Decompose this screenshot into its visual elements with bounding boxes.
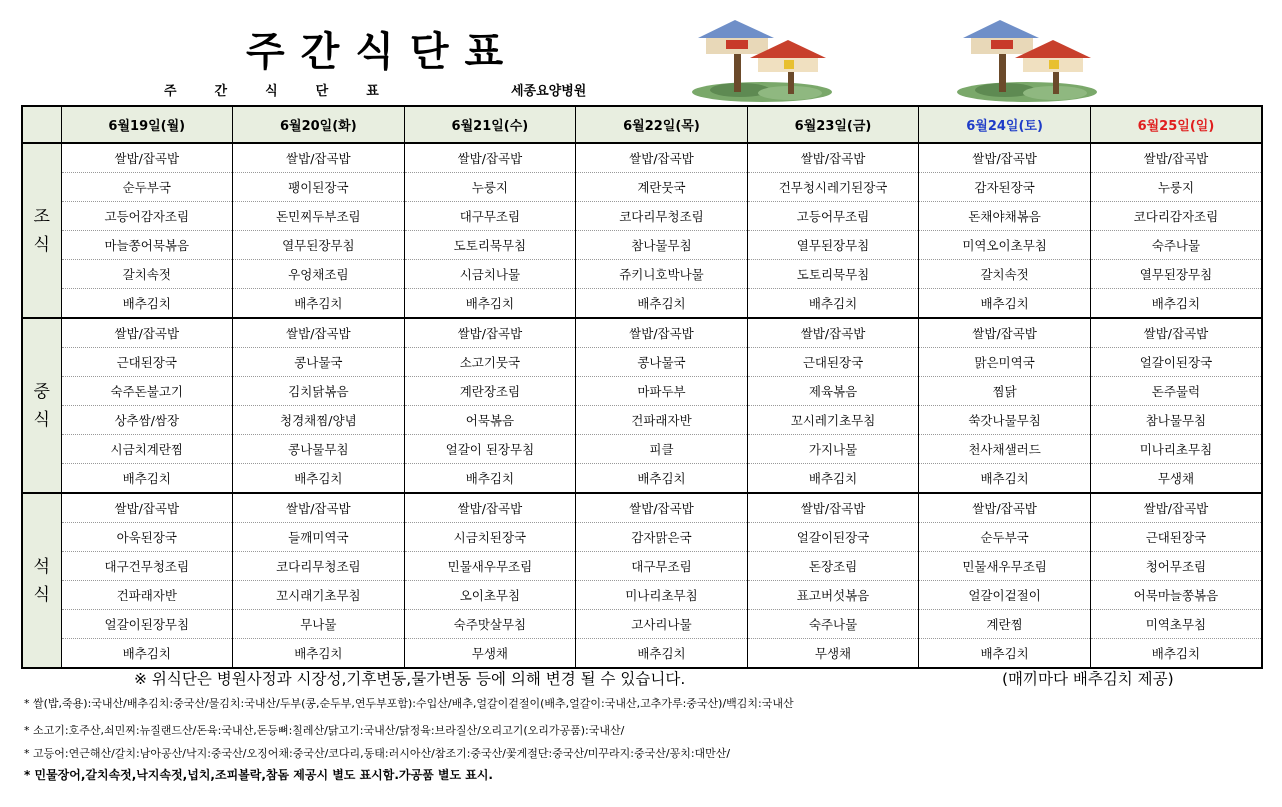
menu-item: 시금치된장국 xyxy=(404,523,576,552)
menu-item: 오이초무침 xyxy=(404,581,576,610)
page-subtitle: 주간식단표 xyxy=(164,84,417,99)
menu-item: 쌀밥/잡곡밥 xyxy=(61,493,233,523)
menu-item: 민물새우무조림 xyxy=(404,552,576,581)
page-title: 주간식단표 xyxy=(246,29,520,75)
menu-item: 건파래자반 xyxy=(61,581,233,610)
origin-line: * 소고기:호주산,쇠민찌:뉴질랜드산/돈육:국내산,돈등뼈:칠레산/닭고기:국내산/닭정육:브라질산/오리고기(오리가공품):국내산/ xyxy=(24,724,625,737)
menu-row xyxy=(22,173,1262,202)
menu-row xyxy=(22,493,1262,523)
menu-item: 쌀밥/잡곡밥 xyxy=(576,493,748,523)
menu-item: 시금치나물 xyxy=(404,260,576,289)
menu-item: 꼬시래기초무침 xyxy=(233,581,405,610)
menu-item: 마늘쫑어묵볶음 xyxy=(61,231,233,260)
menu-item: 배추김치 xyxy=(919,464,1091,494)
menu-item: 표고버섯볶음 xyxy=(747,581,919,610)
menu-row xyxy=(22,377,1262,406)
origin-line: * 고등어:연근해산/갈치:남아공산/낙지:중국산/오징어채:중국산/코다리,동태:러시아산/참조기:중국산/꽃게절단:중국산/미꾸라지:중국산/꽁치:대만산/ xyxy=(24,747,731,760)
menu-item: 배추김치 xyxy=(747,464,919,494)
notice-text: ※ 위식단은 병원사정과 시장성,기후변동,물가변동 등에 의해 변경 될 수 있습니다. xyxy=(134,670,686,688)
menu-item: 참나물무침 xyxy=(1090,406,1262,435)
menu-item: 대구무조림 xyxy=(576,552,748,581)
menu-item: 대구무조림 xyxy=(404,202,576,231)
day-header: 6월24일(토) xyxy=(919,106,1091,143)
menu-item: 고등어감자조림 xyxy=(61,202,233,231)
menu-item: 고사리나물 xyxy=(576,610,748,639)
menu-row xyxy=(22,260,1262,289)
menu-item: 가지나물 xyxy=(747,435,919,464)
menu-row xyxy=(22,435,1262,464)
menu-item: 계란장조림 xyxy=(404,377,576,406)
menu-item: 배추김치 xyxy=(1090,639,1262,669)
menu-item: 도토리묵무침 xyxy=(404,231,576,260)
menu-item: 근대된장국 xyxy=(1090,523,1262,552)
menu-item: 찜닭 xyxy=(919,377,1091,406)
menu-row xyxy=(22,202,1262,231)
menu-item: 배추김치 xyxy=(576,289,748,319)
menu-item: 무생채 xyxy=(404,639,576,669)
menu-item: 무생채 xyxy=(1090,464,1262,494)
menu-item: 얼갈이된장국 xyxy=(1090,348,1262,377)
menu-item: 열무된장무침 xyxy=(747,231,919,260)
menu-item: 배추김치 xyxy=(1090,289,1262,319)
menu-item: 숙주나물 xyxy=(1090,231,1262,260)
menu-item: 미역오이초무침 xyxy=(919,231,1091,260)
menu-row xyxy=(22,552,1262,581)
menu-item: 배추김치 xyxy=(576,639,748,669)
menu-item: 코다리무청조림 xyxy=(576,202,748,231)
menu-item: 돈장조림 xyxy=(747,552,919,581)
menu-item: 얼갈이된장국 xyxy=(747,523,919,552)
menu-item: 미역초무침 xyxy=(1090,610,1262,639)
menu-item: 대구건무청조림 xyxy=(61,552,233,581)
menu-row xyxy=(22,231,1262,260)
menu-item: 코다리감자조림 xyxy=(1090,202,1262,231)
hospital-name: 세종요양병원 xyxy=(511,84,587,99)
menu-row xyxy=(22,143,1262,173)
menu-item: 쌀밥/잡곡밥 xyxy=(576,318,748,348)
meal-label: 석 식 xyxy=(22,493,61,668)
menu-item: 배추김치 xyxy=(404,289,576,319)
menu-item: 갈치속젓 xyxy=(61,260,233,289)
menu-item: 갈치속젓 xyxy=(919,260,1091,289)
menu-item: 천사채샐러드 xyxy=(919,435,1091,464)
menu-row xyxy=(22,464,1262,494)
menu-item: 쑥갓나물무침 xyxy=(919,406,1091,435)
day-header: 6월25일(일) xyxy=(1090,106,1262,143)
menu-item: 배추김치 xyxy=(61,464,233,494)
menu-item: 쌀밥/잡곡밥 xyxy=(576,143,748,173)
menu-item: 근대된장국 xyxy=(61,348,233,377)
menu-item: 배추김치 xyxy=(404,464,576,494)
menu-item: 배추김치 xyxy=(233,464,405,494)
menu-item: 콩나물국 xyxy=(576,348,748,377)
menu-item: 제육볶음 xyxy=(747,377,919,406)
menu-item: 순두부국 xyxy=(61,173,233,202)
menu-item: 돈주물럭 xyxy=(1090,377,1262,406)
menu-item: 쌀밥/잡곡밥 xyxy=(747,493,919,523)
menu-item: 무생채 xyxy=(747,639,919,669)
menu-item: 꼬시레기초무침 xyxy=(747,406,919,435)
day-header: 6월19일(월) xyxy=(61,106,233,143)
menu-item: 도토리묵무침 xyxy=(747,260,919,289)
menu-item: 쌀밥/잡곡밥 xyxy=(404,143,576,173)
menu-item: 쌀밥/잡곡밥 xyxy=(61,318,233,348)
menu-item: 돈채야채볶음 xyxy=(919,202,1091,231)
menu-item: 미나리초무침 xyxy=(576,581,748,610)
menu-item: 순두부국 xyxy=(919,523,1091,552)
menu-item: 건파래자반 xyxy=(576,406,748,435)
menu-item: 감자맑은국 xyxy=(576,523,748,552)
menu-item: 청경채찜/양념 xyxy=(233,406,405,435)
day-header: 6월22일(목) xyxy=(576,106,748,143)
menu-item: 쌀밥/잡곡밥 xyxy=(61,143,233,173)
menu-item: 맑은미역국 xyxy=(919,348,1091,377)
menu-item: 쌀밥/잡곡밥 xyxy=(404,493,576,523)
menu-item: 쌀밥/잡곡밥 xyxy=(233,318,405,348)
menu-item: 숙주맛살무침 xyxy=(404,610,576,639)
mailbox-house-icon xyxy=(690,16,840,104)
menu-item: 시금치계란찜 xyxy=(61,435,233,464)
menu-item: 들깨미역국 xyxy=(233,523,405,552)
menu-item: 배추김치 xyxy=(61,289,233,319)
menu-item: 코다리무청조림 xyxy=(233,552,405,581)
menu-item: 돈민찌두부조림 xyxy=(233,202,405,231)
menu-item: 쥬키니호박나물 xyxy=(576,260,748,289)
menu-item: 쌀밥/잡곡밥 xyxy=(1090,493,1262,523)
origin-line: * 쌀(밥,죽용):국내산/배추김치:중국산/물김치:국내산/두부(콩,순두부,연두부포함):수입산/배추,얼갈이겉절이(배추,얼갈이:국내산,고추가루:중국산)/백김치:국내산 xyxy=(24,697,794,710)
menu-item: 열무된장무침 xyxy=(1090,260,1262,289)
menu-item: 쌀밥/잡곡밥 xyxy=(1090,143,1262,173)
kimchi-notice: (매끼마다 배추김치 제공) xyxy=(1002,670,1174,688)
menu-item: 미나리초무침 xyxy=(1090,435,1262,464)
menu-item: 민물새우무조림 xyxy=(919,552,1091,581)
menu-item: 얼갈이 된장무침 xyxy=(404,435,576,464)
weekly-menu-table xyxy=(21,105,1263,669)
menu-row xyxy=(22,639,1262,669)
menu-item: 누룽지 xyxy=(1090,173,1262,202)
menu-item: 쌀밥/잡곡밥 xyxy=(233,493,405,523)
menu-item: 쌀밥/잡곡밥 xyxy=(233,143,405,173)
menu-item: 얼갈이겉절이 xyxy=(919,581,1091,610)
menu-item: 소고기뭇국 xyxy=(404,348,576,377)
menu-item: 고등어무조림 xyxy=(747,202,919,231)
menu-item: 무나물 xyxy=(233,610,405,639)
menu-item: 배추김치 xyxy=(233,639,405,669)
meal-label: 조 식 xyxy=(22,143,61,318)
menu-item: 쌀밥/잡곡밥 xyxy=(919,493,1091,523)
menu-item: 아욱된장국 xyxy=(61,523,233,552)
menu-item: 쌀밥/잡곡밥 xyxy=(747,143,919,173)
meal-label: 중 식 xyxy=(22,318,61,493)
menu-item: 피클 xyxy=(576,435,748,464)
menu-item: 마파두부 xyxy=(576,377,748,406)
menu-item: 배추김치 xyxy=(576,464,748,494)
menu-item: 청어무조림 xyxy=(1090,552,1262,581)
menu-item: 계란뭇국 xyxy=(576,173,748,202)
menu-item: 숙주나물 xyxy=(747,610,919,639)
menu-item: 쌀밥/잡곡밥 xyxy=(1090,318,1262,348)
menu-item: 감자된장국 xyxy=(919,173,1091,202)
menu-item: 배추김치 xyxy=(919,639,1091,669)
menu-row xyxy=(22,406,1262,435)
menu-item: 어묵볶음 xyxy=(404,406,576,435)
menu-row xyxy=(22,523,1262,552)
menu-item: 콩나물국 xyxy=(233,348,405,377)
menu-row xyxy=(22,610,1262,639)
menu-item: 콩나물무침 xyxy=(233,435,405,464)
menu-item: 쌀밥/잡곡밥 xyxy=(919,143,1091,173)
menu-item: 어묵마늘쫑볶음 xyxy=(1090,581,1262,610)
day-header: 6월21일(수) xyxy=(404,106,576,143)
origin-note: * 민물장어,갈치속젓,낙지속젓,넙치,조피볼락,참돔 제공시 별도 표시함.가공품 별도 표시. xyxy=(24,768,493,782)
menu-item: 누룽지 xyxy=(404,173,576,202)
menu-item: 건무청시레기된장국 xyxy=(747,173,919,202)
menu-row xyxy=(22,581,1262,610)
menu-item: 배추김치 xyxy=(233,289,405,319)
menu-row xyxy=(22,348,1262,377)
menu-item: 배추김치 xyxy=(61,639,233,669)
menu-item: 우엉채조림 xyxy=(233,260,405,289)
day-header: 6월23일(금) xyxy=(747,106,919,143)
day-header: 6월20일(화) xyxy=(233,106,405,143)
corner-cell xyxy=(22,106,61,143)
menu-item: 쌀밥/잡곡밥 xyxy=(404,318,576,348)
menu-item: 계란찜 xyxy=(919,610,1091,639)
menu-item: 김치닭볶음 xyxy=(233,377,405,406)
menu-item: 팽이된장국 xyxy=(233,173,405,202)
menu-item: 배추김치 xyxy=(919,289,1091,319)
menu-item: 근대된장국 xyxy=(747,348,919,377)
menu-item: 쌀밥/잡곡밥 xyxy=(919,318,1091,348)
menu-row xyxy=(22,318,1262,348)
menu-item: 숙주돈불고기 xyxy=(61,377,233,406)
menu-row xyxy=(22,289,1262,319)
menu-item: 얼갈이된장무침 xyxy=(61,610,233,639)
day-header-row xyxy=(22,106,1262,143)
menu-item: 배추김치 xyxy=(747,289,919,319)
menu-item: 상추쌈/쌈장 xyxy=(61,406,233,435)
menu-item: 참나물무침 xyxy=(576,231,748,260)
menu-item: 열무된장무침 xyxy=(233,231,405,260)
menu-item: 쌀밥/잡곡밥 xyxy=(747,318,919,348)
mailbox-house-icon xyxy=(955,16,1105,104)
